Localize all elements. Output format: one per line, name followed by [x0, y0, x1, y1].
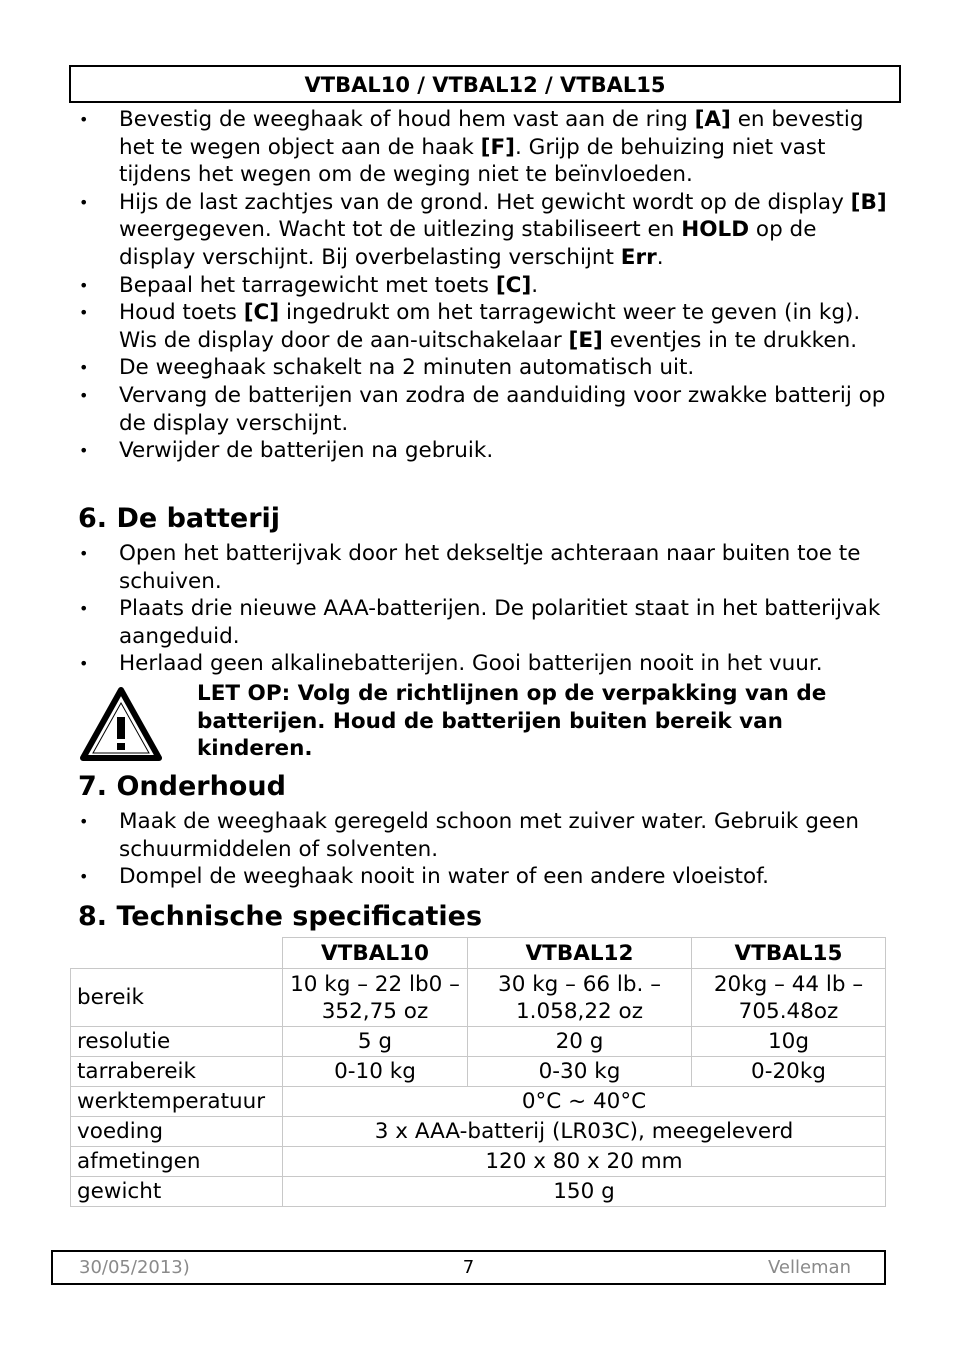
- list-item: • Bevestig de weeghaak of houd hem vast aan de ring [A] en bevestig het te wegen object aan de haak [F]. Grijp de behuizing niet vast tijdens het wegen om de weging niet te beïnvloeden.: [69, 106, 899, 189]
- table-row: [71, 969, 886, 1027]
- section-heading-battery: 6. De batterij: [78, 503, 281, 534]
- document-title: VTBAL10 / VTBAL12 / VTBAL15: [69, 65, 901, 103]
- list-item: • Herlaad geen alkalinebatterijen. Gooi batterijen nooit in het vuur.: [69, 650, 899, 678]
- battery-list: [69, 540, 899, 678]
- table-row: [71, 1057, 886, 1087]
- table-row: [71, 1027, 886, 1057]
- row-label: gewicht: [71, 1177, 283, 1207]
- list-item: • Hijs de last zachtjes van de grond. Het gewicht wordt op de display [B] weergegeven. Wacht tot de uitlezing stabiliseert en HOLD op de display verschijnt. Bij overbelasting verschijnt Err.: [69, 189, 899, 272]
- table-cell: 10g: [692, 1027, 886, 1057]
- table-cell: 3 x AAA-batterij (LR03C), meegeleverd: [283, 1117, 886, 1147]
- list-item: • Vervang de batterijen van zodra de aanduiding voor zwakke batterij op de display verschijnt.: [69, 382, 899, 437]
- list-item: • Verwijder de batterijen na gebruik.: [69, 437, 899, 465]
- column-header: VTBAL15: [692, 938, 886, 969]
- column-header: VTBAL12: [468, 938, 692, 969]
- section-heading-specs: 8. Technische specificaties: [78, 901, 483, 932]
- battery-warning: LET OP: Volg de richtlijnen op de verpakking van de batterijen. Houd de batterijen buiten bereik van kinderen.: [197, 681, 827, 762]
- table-cell: 10 kg – 22 lb0 – 352,75 oz: [283, 969, 468, 1027]
- list-item: • Dompel de weeghaak nooit in water of een andere vloeistof.: [69, 863, 899, 891]
- row-label: voeding: [71, 1117, 283, 1147]
- row-label: afmetingen: [71, 1147, 283, 1177]
- row-label: resolutie: [71, 1027, 283, 1057]
- list-item: • Maak de weeghaak geregeld schoon met zuiver water. Gebruik geen schuurmiddelen of solventen.: [69, 808, 899, 863]
- table-row: [71, 1147, 886, 1177]
- footer-date: 30/05/2013): [79, 1257, 190, 1278]
- row-label: tarrabereik: [71, 1057, 283, 1087]
- table-cell: 0-30 kg: [468, 1057, 692, 1087]
- usage-instructions-list: [69, 106, 899, 465]
- table-cell: 0°C ~ 40°C: [283, 1087, 886, 1117]
- list-item: • Houd toets [C] ingedrukt om het tarragewicht weer te geven (in kg). Wis de display door de aan-uitschakelaar [E] eventjes in te drukken.: [69, 299, 899, 354]
- table-cell: 20kg – 44 lb – 705.48oz: [692, 969, 886, 1027]
- table-cell: 0-20kg: [692, 1057, 886, 1087]
- table-row: [71, 1117, 886, 1147]
- list-item: • Plaats drie nieuwe AAA-batterijen. De polaritiet staat in het batterijvak aangeduid.: [69, 595, 899, 650]
- table-cell: 150 g: [283, 1177, 886, 1207]
- page-footer: [51, 1250, 886, 1285]
- table-cell: 20 g: [468, 1027, 692, 1057]
- warning-triangle-icon: [80, 687, 162, 761]
- maintenance-list: [69, 808, 899, 891]
- list-item: • Open het batterijvak door het dekseltje achteraan naar buiten toe te schuiven.: [69, 540, 899, 595]
- row-label: bereik: [71, 969, 283, 1027]
- specifications-table: [70, 937, 886, 1207]
- column-header: VTBAL10: [283, 938, 468, 969]
- table-cell: 30 kg – 66 lb. – 1.058,22 oz: [468, 969, 692, 1027]
- row-label: werktemperatuur: [71, 1087, 283, 1117]
- table-cell: 5 g: [283, 1027, 468, 1057]
- table-row: [71, 1177, 886, 1207]
- table-cell: 0-10 kg: [283, 1057, 468, 1087]
- table-corner-cell: [71, 938, 283, 969]
- footer-brand: Velleman: [767, 1257, 851, 1278]
- table-header-row: [71, 938, 886, 969]
- list-item: • De weeghaak schakelt na 2 minuten automatisch uit.: [69, 354, 899, 382]
- section-heading-maintenance: 7. Onderhoud: [78, 771, 286, 802]
- list-item: • Bepaal het tarragewicht met toets [C].: [69, 272, 899, 300]
- table-row: [71, 1087, 886, 1117]
- table-cell: 120 x 80 x 20 mm: [283, 1147, 886, 1177]
- page-number: 7: [462, 1257, 475, 1278]
